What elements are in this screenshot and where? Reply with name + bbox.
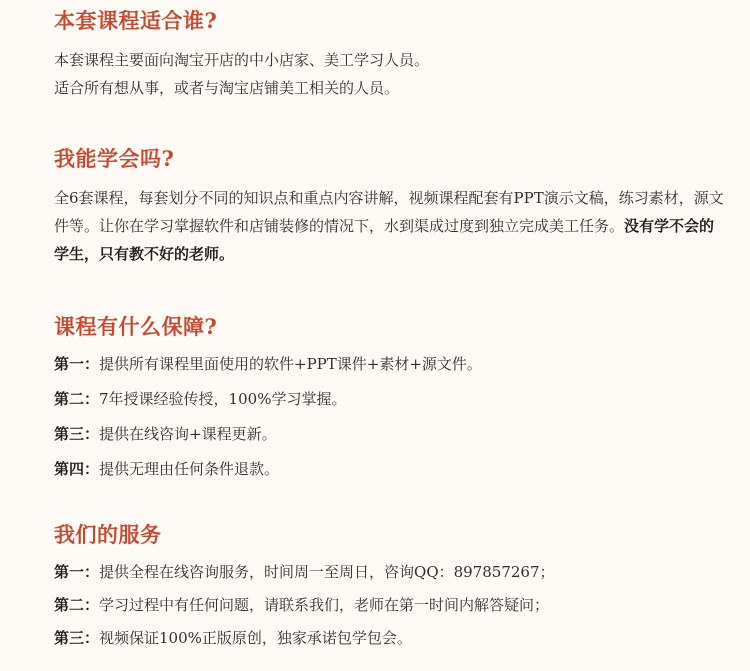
item-text: 7年授课经验传授，100%学习掌握。 [99,390,347,408]
list-item [54,424,724,444]
item-label: 第一： [54,563,100,581]
paragraph-line: 适合所有想从事，或者与淘宝店铺美工相关的人员。 [54,79,400,97]
item-label: 第三： [54,629,100,647]
item-label: 第四： [54,460,100,478]
item-label: 第二： [54,390,100,408]
list-item [54,354,724,374]
section-who-is-it-for [54,8,724,102]
list-item [54,562,724,582]
paragraph-text: 全6套课程，每套划分不同的知识点和重点内容讲解，视频课程配套有PPT演示文稿，练习素材，源文件等。让你在学习掌握软件和店铺装修的情况下，水到渠成过度到独立完成美工任务。 [54,189,724,235]
section-can-i-learn [54,146,724,268]
item-label: 第一： [54,355,100,373]
paragraph [54,184,724,268]
list-item [54,628,724,648]
item-text: 提供全程在线咨询服务，时间周一至周日，咨询QQ：897857267； [99,563,555,581]
item-text: 学习过程中有任何问题，请联系我们，老师在第一时间内解答疑问； [99,596,550,614]
paragraph-bold-text: 没有学不会的学生，只有教不好的老师。 [54,217,715,263]
section-guarantee [54,314,724,494]
item-text: 提供所有课程里面使用的软件+PPT课件+素材+源文件。 [99,355,482,373]
item-text: 提供在线咨询+课程更新。 [99,425,277,443]
section-our-service [54,522,724,661]
list-item [54,595,724,615]
section-title: 我们的服务 [54,522,162,547]
paragraph-line: 本套课程主要面向淘宝开店的中小店家、美工学习人员。 [54,51,430,69]
list-item [54,459,724,479]
item-label: 第三： [54,425,100,443]
list-item [54,389,724,409]
item-text: 提供无理由任何条件退款。 [99,460,280,478]
section-title: 我能学会吗? [54,146,175,171]
section-title: 课程有什么保障? [54,314,218,339]
item-label: 第二： [54,596,100,614]
section-title: 本套课程适合谁? [54,8,218,33]
item-text: 视频保证100%正版原创，独家承诺包学包会。 [99,629,412,647]
